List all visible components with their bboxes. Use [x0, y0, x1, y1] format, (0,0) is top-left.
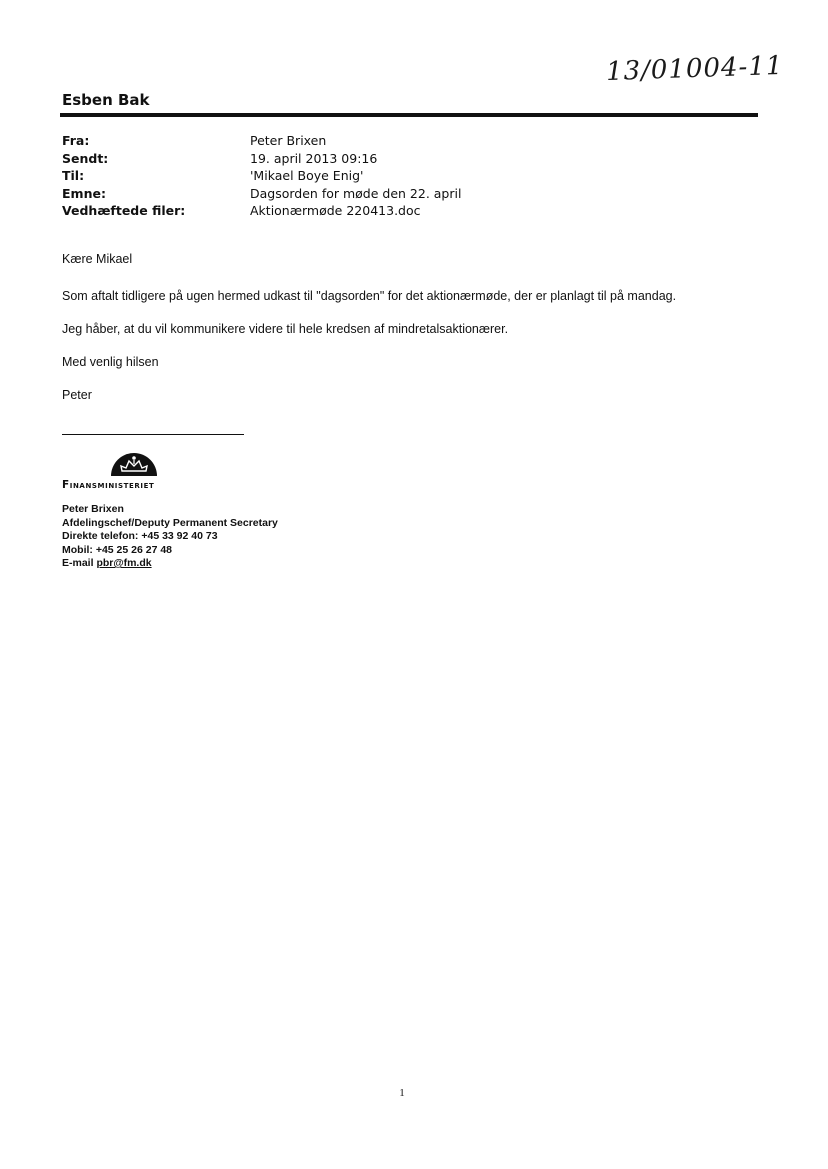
signoff: Peter	[62, 388, 92, 402]
header-label: Vedhæftede filer:	[62, 203, 186, 218]
signature-email-row	[62, 557, 278, 571]
attachment-filename: Aktionærmøde 220413.doc	[250, 203, 421, 218]
page-number: 1	[399, 1087, 405, 1099]
header-row-to	[62, 167, 461, 185]
header-label: Emne:	[62, 185, 106, 201]
sender-name: Esben Bak	[62, 91, 150, 109]
header-row-attachments	[62, 202, 461, 220]
header-value: Dagsorden for møde den 22. april	[250, 185, 462, 201]
signature-name: Peter Brixen	[62, 503, 124, 515]
header-value: 'Mikael Boye Enig'	[250, 168, 364, 183]
signature-title: Afdelingschef/Deputy Permanent Secretary	[62, 516, 278, 529]
header-value: Peter Brixen	[250, 133, 327, 148]
email-link[interactable]: pbr@fm.dk	[96, 557, 152, 569]
header-row-from	[62, 132, 461, 150]
closing: Med venlig hilsen	[62, 355, 159, 369]
header-label: Sendt:	[62, 150, 109, 166]
signature-divider	[62, 434, 244, 435]
header-divider	[60, 113, 758, 117]
header-row-sent	[62, 150, 461, 168]
header-label: Til:	[62, 168, 85, 183]
email-header	[62, 132, 461, 220]
signature-phone: Direkte telefon: +45 33 92 40 73	[62, 530, 218, 542]
header-value: 19. april 2013 09:16	[250, 150, 378, 166]
body-paragraph-1: Som aftalt tidligere på ugen hermed udkast til "dagsorden" for det aktionærmøde, der er planlagt til på mandag.	[62, 289, 677, 303]
handwritten-file-number: 13/01004-11	[605, 50, 784, 88]
email-label: E-mail	[62, 557, 94, 569]
header-label: Fra:	[62, 133, 90, 148]
body-paragraph-2: Jeg håber, at du vil kommunikere videre til hele kredsen af mindretalsaktionærer.	[62, 322, 509, 336]
greeting: Kære Mikael	[62, 252, 133, 266]
header-row-subject	[62, 185, 461, 203]
crown-logo-icon	[109, 450, 159, 476]
ministry-name: Finansministeriet	[62, 479, 155, 491]
signature-block	[62, 503, 278, 571]
signature-mobile: Mobil: +45 25 26 27 48	[62, 543, 173, 556]
